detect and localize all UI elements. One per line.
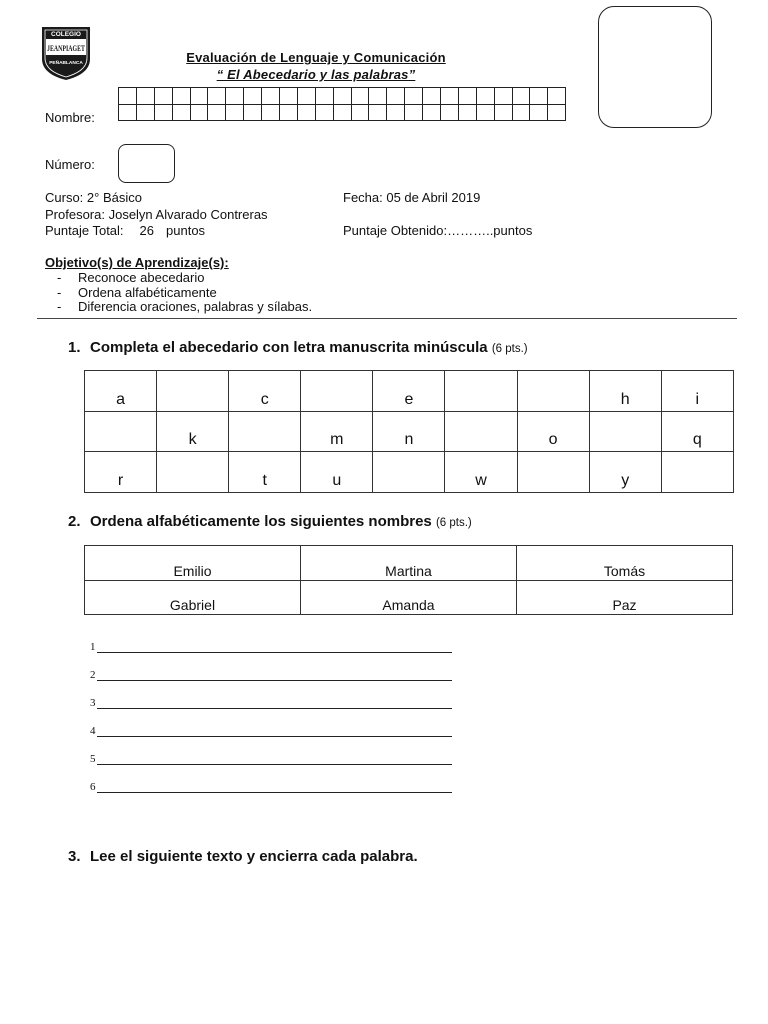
name-letter-cell[interactable] xyxy=(172,88,190,105)
alphabet-cell[interactable]: h xyxy=(589,371,661,412)
alphabet-cell[interactable] xyxy=(229,411,301,452)
name-letter-cell[interactable] xyxy=(136,88,154,105)
question-1-number: 1. xyxy=(68,339,81,356)
curso-text: Curso: 2° Básico xyxy=(45,190,142,205)
alphabet-cell[interactable] xyxy=(445,371,517,412)
puntaje-total-unit: puntos xyxy=(166,223,206,238)
name-cell: Amanda xyxy=(301,580,517,615)
name-letter-cell[interactable] xyxy=(512,104,530,121)
answer-line[interactable] xyxy=(90,669,452,681)
puntaje-total-label: Puntaje Total: xyxy=(45,223,124,238)
document-subtitle: “ El Abecedario y las palabras” xyxy=(216,67,416,82)
name-letter-cell[interactable] xyxy=(494,104,512,121)
objectives-list xyxy=(57,271,312,315)
name-letter-cell[interactable] xyxy=(315,88,333,105)
alphabet-cell[interactable] xyxy=(517,371,589,412)
alphabet-cell[interactable]: c xyxy=(229,371,301,412)
objective-item: - Diferencia oraciones, palabras y sílabas. xyxy=(57,299,313,314)
name-letter-cell[interactable] xyxy=(530,104,548,121)
name-letter-cell[interactable] xyxy=(119,88,137,105)
name-cell: Martina xyxy=(301,546,517,581)
answer-line[interactable] xyxy=(90,641,452,653)
nombre-label: Nombre: xyxy=(45,110,95,125)
alphabet-row xyxy=(85,411,734,452)
alphabet-cell[interactable]: y xyxy=(589,452,661,493)
objectives-title-text: Objetivo(s) de Aprendizaje(s) xyxy=(45,255,225,270)
name-letter-grid[interactable] xyxy=(118,87,566,121)
answer-line[interactable] xyxy=(90,781,452,793)
answer-line-rule[interactable] xyxy=(97,754,452,765)
puntaje-total xyxy=(45,223,205,238)
name-letter-cell[interactable] xyxy=(405,88,423,105)
name-letter-cell[interactable] xyxy=(458,104,476,121)
objective-item: - Ordena alfabéticamente xyxy=(57,284,217,300)
name-letter-cell[interactable] xyxy=(262,104,280,121)
question-2-number: 2. xyxy=(68,513,81,530)
objective-item-text: Reconoce abecedario xyxy=(78,270,205,285)
answer-line-rule[interactable] xyxy=(97,782,452,793)
alphabet-cell[interactable]: e xyxy=(373,371,445,412)
name-letter-cell[interactable] xyxy=(226,104,244,121)
name-letter-cell[interactable] xyxy=(494,88,512,105)
logo-bottom-text: PEÑABLANCA xyxy=(49,61,83,66)
answer-line-number: 1 xyxy=(90,641,96,653)
answer-line-number: 3 xyxy=(90,697,96,709)
name-letter-cell[interactable] xyxy=(315,104,333,121)
alphabet-cell[interactable]: o xyxy=(517,411,589,452)
alphabet-cell[interactable] xyxy=(157,452,229,493)
name-letter-cell[interactable] xyxy=(512,88,530,105)
name-letter-cell[interactable] xyxy=(333,88,351,105)
alphabet-cell[interactable] xyxy=(301,371,373,412)
answer-line-number: 4 xyxy=(90,725,96,737)
name-letter-cell[interactable] xyxy=(136,104,154,121)
name-letter-cell[interactable] xyxy=(476,88,494,105)
objectives-title xyxy=(45,255,229,270)
profesora-text: Profesora: Joselyn Alvarado Contreras xyxy=(45,207,268,222)
objective-item-text: Diferencia oraciones, palabras y sílabas. xyxy=(78,299,313,314)
name-letter-cell[interactable] xyxy=(548,104,566,121)
alphabet-cell[interactable]: a xyxy=(85,371,157,412)
objective-item-text: Ordena alfabéticamente xyxy=(78,284,217,300)
logo-top-text: COLEGIO xyxy=(51,31,81,38)
question-1-text: Completa el abecedario con letra manuscrita minúscula xyxy=(90,339,488,356)
alphabet-cell[interactable] xyxy=(661,452,733,493)
answer-line-rule[interactable] xyxy=(97,670,452,681)
question-2 xyxy=(68,513,472,530)
name-cell: Tomás xyxy=(517,546,733,581)
alphabet-cell[interactable]: u xyxy=(301,452,373,493)
alphabet-cell[interactable]: t xyxy=(229,452,301,493)
name-letter-cell[interactable] xyxy=(226,88,244,105)
name-letter-cell[interactable] xyxy=(190,104,208,121)
answer-line-rule[interactable] xyxy=(97,642,452,653)
name-letter-cell[interactable] xyxy=(387,88,405,105)
numero-label: Número: xyxy=(45,157,95,172)
answer-line[interactable] xyxy=(90,697,452,709)
name-letter-cell[interactable] xyxy=(172,104,190,121)
name-letter-cell[interactable] xyxy=(458,88,476,105)
question-3-text: Lee el siguiente texto y encierra cada palabra. xyxy=(90,848,418,865)
answer-line-number: 6 xyxy=(90,781,96,793)
puntaje-total-value: 26 xyxy=(139,223,155,238)
question-1-points: (6 pts.) xyxy=(491,343,528,355)
name-cell: Gabriel xyxy=(85,580,301,615)
logo-main-text: JEANPIAGET xyxy=(47,43,86,53)
alphabet-cell[interactable]: r xyxy=(85,452,157,493)
names-table xyxy=(84,545,733,615)
question-1 xyxy=(68,339,528,356)
answer-line-number: 5 xyxy=(90,753,96,765)
alphabet-cell[interactable]: w xyxy=(445,452,517,493)
objectives-colon: : xyxy=(224,255,229,270)
name-letter-cell[interactable] xyxy=(262,88,280,105)
name-letter-cell[interactable] xyxy=(369,104,387,121)
alphabet-row xyxy=(85,452,734,493)
name-letter-cell[interactable] xyxy=(351,104,369,121)
name-letter-cell[interactable] xyxy=(387,104,405,121)
name-letter-cell[interactable] xyxy=(280,88,298,105)
alphabet-cell[interactable] xyxy=(445,411,517,452)
section-divider xyxy=(37,318,737,319)
question-3-number: 3. xyxy=(68,848,81,865)
answer-line[interactable] xyxy=(90,753,452,765)
names-row xyxy=(85,580,733,615)
alphabet-cell[interactable]: i xyxy=(661,371,733,412)
alphabet-cell[interactable] xyxy=(517,452,589,493)
name-letter-cell[interactable] xyxy=(119,104,137,121)
alphabet-cell[interactable]: q xyxy=(661,411,733,452)
name-letter-cell[interactable] xyxy=(297,88,315,105)
name-letter-cell[interactable] xyxy=(244,88,262,105)
name-letter-cell[interactable] xyxy=(190,88,208,105)
alphabet-cell[interactable] xyxy=(589,411,661,452)
alphabet-cell[interactable]: m xyxy=(301,411,373,452)
name-letter-cell[interactable] xyxy=(441,104,459,121)
question-2-text: Ordena alfabéticamente los siguientes nombres xyxy=(90,513,432,530)
name-letter-cell[interactable] xyxy=(351,88,369,105)
name-cell: Paz xyxy=(517,580,733,615)
name-letter-cell[interactable] xyxy=(423,88,441,105)
name-letter-cell[interactable] xyxy=(244,104,262,121)
fecha-text: Fecha: 05 de Abril 2019 xyxy=(343,190,481,205)
name-letter-cell[interactable] xyxy=(423,104,441,121)
document-title: Evaluación de Lenguaje y Comunicación xyxy=(186,50,446,65)
alphabet-row xyxy=(85,371,734,412)
name-letter-cell[interactable] xyxy=(297,104,315,121)
alphabet-cell[interactable] xyxy=(85,411,157,452)
name-letter-cell[interactable] xyxy=(441,88,459,105)
name-letter-cell[interactable] xyxy=(530,88,548,105)
name-letter-cell[interactable] xyxy=(476,104,494,121)
name-letter-cell[interactable] xyxy=(405,104,423,121)
question-3 xyxy=(68,848,418,865)
name-cell: Emilio xyxy=(85,546,301,581)
name-letter-cell[interactable] xyxy=(548,88,566,105)
alphabet-cell[interactable]: k xyxy=(157,411,229,452)
objective-item: - Reconoce abecedario xyxy=(57,270,205,285)
answer-line-number: 2 xyxy=(90,669,96,681)
answer-line[interactable] xyxy=(90,725,452,737)
names-row xyxy=(85,546,733,581)
numero-box[interactable] xyxy=(118,144,175,183)
name-letter-cell[interactable] xyxy=(280,104,298,121)
answer-line-rule[interactable] xyxy=(97,726,452,737)
question-2-points: (6 pts.) xyxy=(435,517,472,529)
name-letter-cell[interactable] xyxy=(208,104,226,121)
alphabet-cell[interactable] xyxy=(157,371,229,412)
alphabet-cell[interactable] xyxy=(373,452,445,493)
answer-line-rule[interactable] xyxy=(97,698,452,709)
name-letter-cell[interactable] xyxy=(154,104,172,121)
alphabet-cell[interactable]: n xyxy=(373,411,445,452)
name-letter-cell[interactable] xyxy=(154,88,172,105)
name-letter-cell[interactable] xyxy=(333,104,351,121)
name-letter-cell[interactable] xyxy=(208,88,226,105)
puntaje-obtenido-text: Puntaje Obtenido:………..puntos xyxy=(343,223,533,238)
alphabet-table xyxy=(84,370,734,493)
name-letter-cell[interactable] xyxy=(369,88,387,105)
